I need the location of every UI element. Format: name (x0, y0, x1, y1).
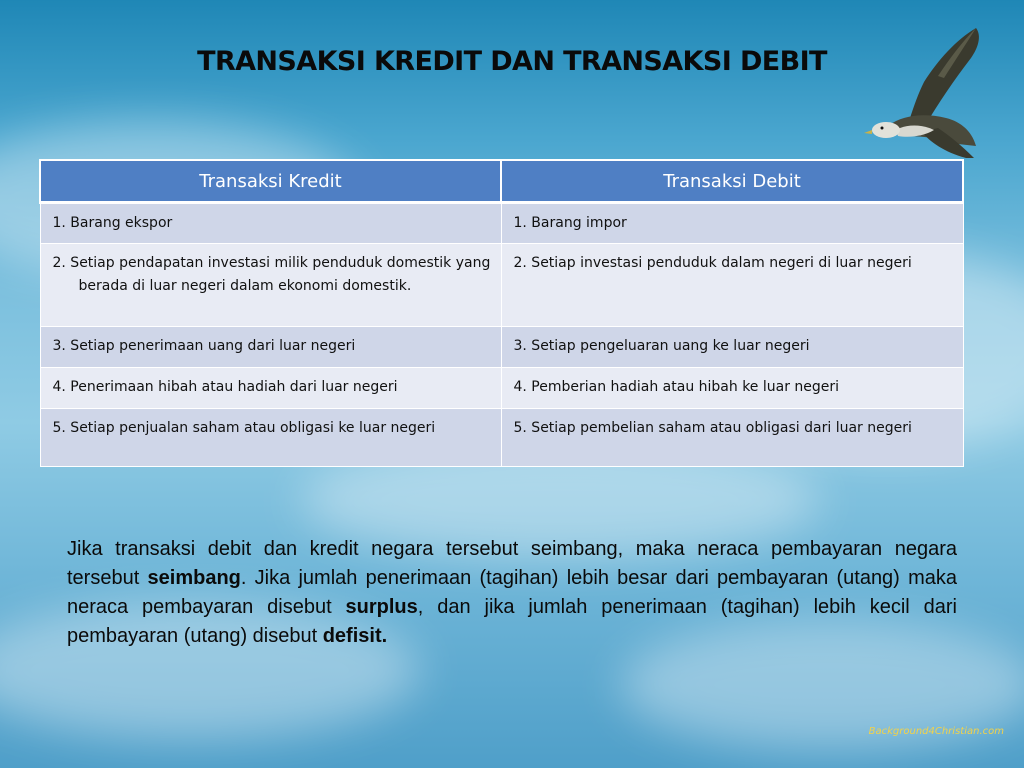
kredit-cell (40, 244, 501, 327)
explanation-paragraph (67, 535, 957, 651)
table-header-row (40, 160, 963, 203)
table-row (40, 368, 963, 409)
kredit-cell (40, 203, 501, 244)
debit-cell (501, 327, 963, 368)
table-row (40, 203, 963, 244)
debit-cell-text: 4. Pemberian hadiah atau hibah ke luar negeri (513, 379, 840, 395)
watermark: Background4Christian.com (868, 726, 1004, 737)
comparison-table (39, 159, 964, 467)
kredit-cell-text: 4. Penerimaan hibah atau hadiah dari luar negeri (52, 379, 398, 395)
debit-cell (501, 409, 963, 467)
debit-cell (501, 244, 963, 327)
debit-cell-text: 1. Barang impor (513, 215, 627, 231)
kredit-cell-text: 3. Setiap penerimaan uang dari luar negeri (52, 338, 356, 354)
term-seimbang: seimbang (147, 567, 241, 589)
kredit-cell-text: 1. Barang ekspor (52, 215, 173, 231)
paragraph-text: , dan jika jumlah penerimaan (tagihan) lebih kecil dari pembayaran (utang) disebut (67, 596, 958, 647)
kredit-cell (40, 327, 501, 368)
table-row (40, 409, 963, 467)
kredit-cell-text: 2. Setiap pendapatan investasi milik penduduk domestik yang berada di luar negeri dalam ekonomi domestik. (52, 255, 491, 294)
debit-cell (501, 368, 963, 409)
debit-cell (501, 203, 963, 244)
slide-title: TRANSAKSI KREDIT DAN TRANSAKSI DEBIT (197, 46, 827, 77)
flying-eagle-icon (826, 20, 986, 160)
debit-cell-text: 5. Setiap pembelian saham atau obligasi dari luar negeri (513, 420, 912, 436)
paragraph-text: Jika transaksi debit dan kredit negara tersebut seimbang, maka neraca pembayaran negara tersebut (67, 538, 957, 589)
table-row (40, 244, 963, 327)
table-row (40, 327, 963, 368)
header-transaksi-debit: Transaksi Debit (501, 160, 963, 203)
kredit-cell-text: 5. Setiap penjualan saham atau obligasi ke luar negeri (52, 420, 436, 436)
paragraph-text: . Jika jumlah penerimaan (tagihan) lebih besar dari pembayaran (utang) maka neraca pembayaran disebut (67, 567, 957, 618)
header-transaksi-kredit: Transaksi Kredit (40, 160, 501, 203)
debit-cell-text: 3. Setiap pengeluaran uang ke luar negeri (513, 338, 810, 354)
debit-cell-text: 2. Setiap investasi penduduk dalam negeri di luar negeri (513, 255, 912, 271)
kredit-cell (40, 409, 501, 467)
term-surplus: surplus (345, 596, 418, 618)
kredit-cell (40, 368, 501, 409)
term-defisit: defisit. (322, 625, 388, 647)
